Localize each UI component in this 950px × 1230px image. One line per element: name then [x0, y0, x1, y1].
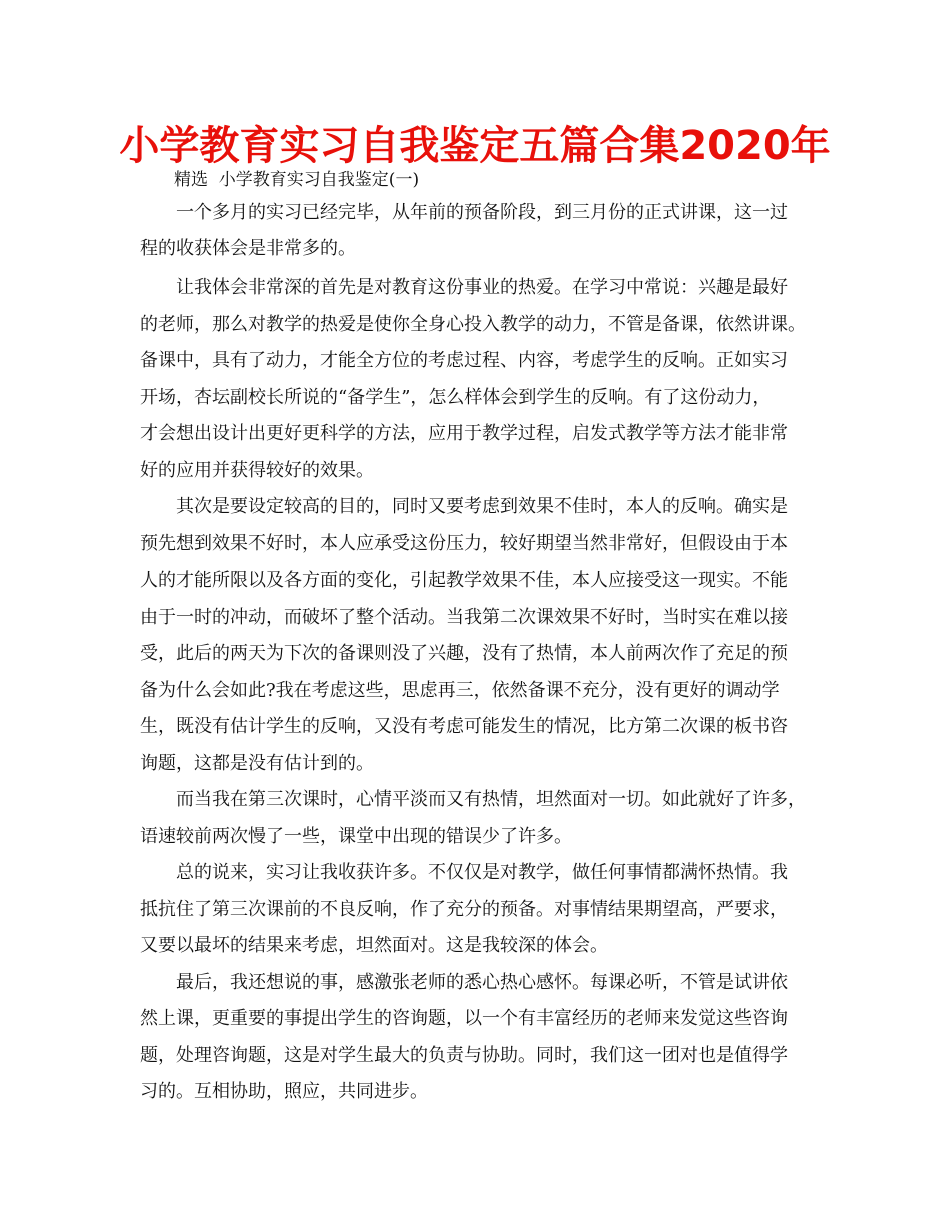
text-line: 备为什么会如此?我在考虑这些，思虑再三，依然备课不充分，没有更好的调动学	[140, 680, 780, 701]
text-line: 其次是要设定较高的目的，同时又要考虑到效果不佳时，本人的反响。确实是	[176, 496, 788, 517]
text-line: 受，此后的两天为下次的备课则没了兴趣，没有了热情，本人前两次作了充足的预	[140, 643, 788, 664]
text-line: 最后，我还想说的事，感激张老师的悉心热心感怀。每课必听，不管是试讲依	[176, 972, 788, 993]
document-subtitle: 精选 小学教育实习自我鉴定(一)	[174, 170, 420, 190]
text-line: 然上课，更重要的事提出学生的咨询题，以一个有丰富经历的老师来发觉这些咨询	[140, 1008, 788, 1029]
text-line: 程的收获体会是非常多的。	[140, 238, 356, 259]
text-line: 由于一时的冲动，而破坏了整个活动。当我第二次课效果不好时，当时实在难以接	[140, 607, 788, 628]
text-line: 的老师，那么对教学的热爱是使你全身心投入教学的动力，不管是备课，依然讲课。	[140, 314, 806, 335]
text-line: 才会想出设计出更好更科学的方法，应用于教学过程，启发式教学等方法才能非常	[140, 423, 788, 444]
text-line: 让我体会非常深的首先是对教育这份事业的热爱。在学习中常说：兴趣是最好	[176, 277, 788, 298]
text-line: 而当我在第三次课时，心情平淡而又有热情，坦然面对一切。如此就好了许多，	[176, 789, 806, 810]
text-line: 生，既没有估计学生的反响，又没有考虑可能发生的情况，比方第二次课的板书咨	[140, 716, 788, 737]
text-line: 题，处理咨询题，这是对学生最大的负责与协助。同时，我们这一团对也是值得学	[140, 1045, 788, 1066]
text-line: 好的应用并获得较好的效果。	[140, 460, 374, 481]
text-line: 预先想到效果不好时，本人应承受这份压力，较好期望当然非常好，但假设由于本	[140, 533, 788, 554]
text-line: 总的说来，实习让我收获许多。不仅仅是对教学，做任何事情都满怀热情。我	[176, 862, 788, 883]
text-line: 备课中，具有了动力，才能全方位的考虑过程、内容，考虑学生的反响。正如实习	[140, 350, 788, 371]
text-line: 又要以最坏的结果来考虑，坦然面对。这是我较深的体会。	[140, 935, 608, 956]
text-line: 开场，杏坛副校长所说的“备学生”，怎么样体会到学生的反响。有了这份动力，	[140, 387, 771, 408]
text-line: 人的才能所限以及各方面的变化，引起教学效果不佳，本人应接受这一现实。不能	[140, 570, 788, 591]
text-line: 一个多月的实习已经完毕，从年前的预备阶段，到三月份的正式讲课，这一过	[176, 202, 788, 223]
text-line: 语速较前两次慢了一些，课堂中出现的错误少了许多。	[140, 826, 572, 847]
text-line: 询题，这都是没有估计到的。	[140, 753, 374, 774]
document-title: 小学教育实习自我鉴定五篇合集2020年	[119, 123, 831, 169]
text-line: 习的。互相协助，照应，共同进步。	[140, 1081, 428, 1102]
text-line: 抵抗住了第三次课前的不良反响，作了充分的预备。对事情结果期望高，严要求，	[140, 899, 788, 920]
